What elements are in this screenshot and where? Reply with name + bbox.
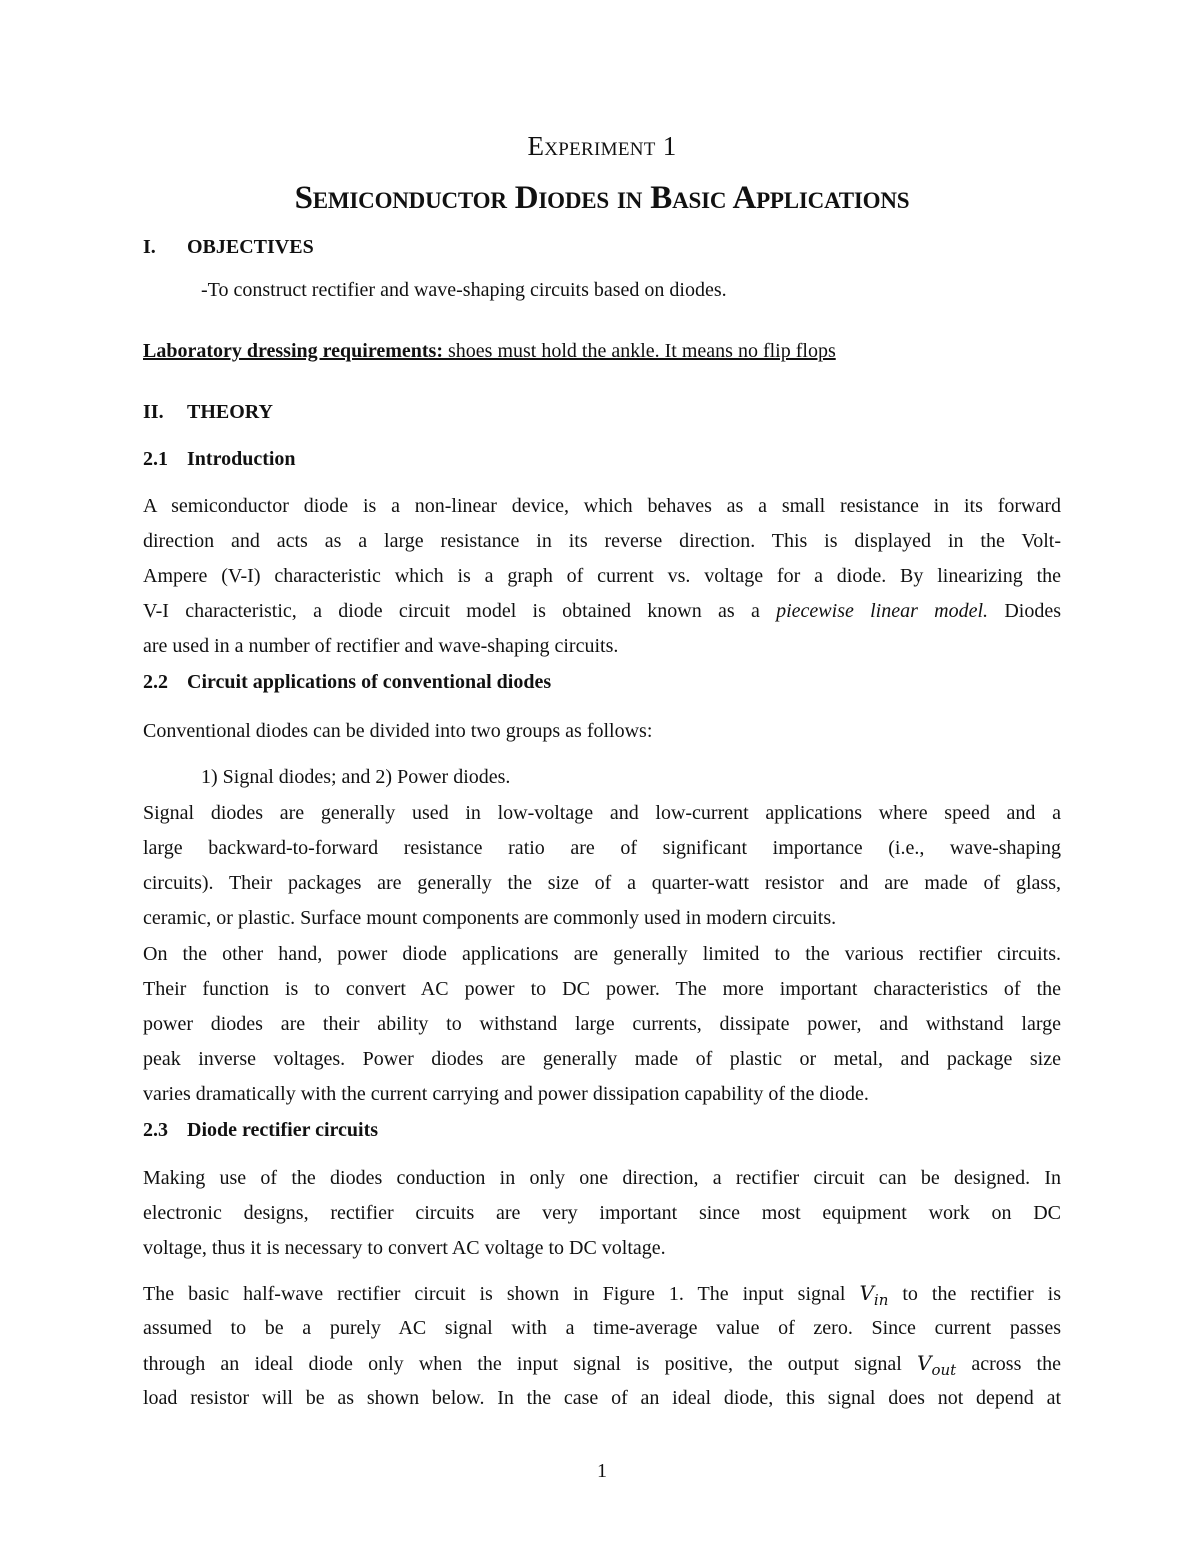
- text-line: Conventional diodes can be divided into two groups as follows:: [143, 720, 653, 742]
- introduction-paragraph: [143, 489, 1061, 664]
- text-line: direction and acts as a large resistance in its reverse direction. This is displayed in the Volt-: [143, 530, 1061, 552]
- power-diodes-paragraph: [143, 937, 1061, 1112]
- text-line: A semiconductor diode is a non-linear device, which behaves as a small resistance in its forward: [143, 495, 1061, 517]
- text-line: load resistor will be as shown below. In the case of an ideal diode, this signal does not depend at: [143, 1387, 1061, 1409]
- text-line: V-I characteristic, a diode circuit model is obtained known as a piecewise linear model. Diodes: [143, 600, 1061, 622]
- subsection-rectifier-heading: [143, 1119, 378, 1142]
- text-line: peak inverse voltages. Power diodes are generally made of plastic or metal, and package size: [143, 1048, 1061, 1070]
- diode-groups-list: 1) Signal diodes; and 2) Power diodes.: [201, 766, 511, 788]
- objective-text: -To construct rectifier and wave-shaping circuits based on diodes.: [201, 279, 727, 301]
- signal-diodes-paragraph: [143, 796, 1061, 936]
- text-line: power diodes are their ability to withstand large currents, dissipate power, and withstand large: [143, 1013, 1061, 1035]
- subsection-number: 2.3: [143, 1119, 168, 1141]
- text-line: electronic designs, rectifier circuits are very important since most equipment work on DC: [143, 1202, 1061, 1224]
- text-line: through an ideal diode only when the input signal is positive, the output signal $V_{out}$ across the: [143, 1351, 1061, 1379]
- dress-requirements-text: shoes must hold the ankle. It means no flip flops: [443, 340, 836, 362]
- vin-symbol: $V_{in}$: [859, 1281, 889, 1309]
- subsection-circuit-applications-heading: [143, 671, 551, 694]
- section-number: I.: [143, 236, 156, 258]
- italic-term: piecewise linear model.: [776, 600, 989, 622]
- text-line: On the other hand, power diode applications are generally limited to the various rectifier circuits.: [143, 943, 1061, 965]
- subsection-number: 2.2: [143, 671, 168, 693]
- experiment-label: Experiment 1: [527, 131, 677, 161]
- dress-requirements: [143, 340, 836, 363]
- subsection-title: Diode rectifier circuits: [187, 1119, 379, 1141]
- text-line: Signal diodes are generally used in low-voltage and low-current applications where speed and a: [143, 802, 1061, 824]
- text-line: The basic half-wave rectifier circuit is shown in Figure 1. The input signal $V_{in}$ to the rectifier is: [143, 1281, 1061, 1309]
- text-line: are used in a number of rectifier and wave-shaping circuits.: [143, 635, 619, 657]
- text-line: large backward-to-forward resistance ratio are of significant importance (i.e., wave-shaping: [143, 837, 1061, 859]
- subsection-introduction-heading: [143, 448, 296, 471]
- text-line: Their function is to convert AC power to DC power. The more important characteristics of the: [143, 978, 1061, 1000]
- section-title: THEORY: [187, 401, 273, 423]
- section-title: OBJECTIVES: [187, 236, 314, 258]
- page-number: 1: [597, 1460, 607, 1482]
- text-line: Ampere (V-I) characteristic which is a graph of current vs. voltage for a diode. By linearizing the: [143, 565, 1061, 587]
- text-line: Making use of the diodes conduction in only one direction, a rectifier circuit can be designed. In: [143, 1167, 1061, 1189]
- subsection-number: 2.1: [143, 448, 168, 470]
- document-title: Semiconductor Diodes in Basic Applications: [294, 180, 910, 216]
- conventional-diodes-intro: [143, 714, 1061, 749]
- text-line: voltage, thus it is necessary to convert AC voltage to DC voltage.: [143, 1237, 666, 1259]
- section-objectives-heading: [143, 236, 314, 259]
- subsection-title: Circuit applications of conventional diodes: [187, 671, 552, 693]
- subsection-title: Introduction: [187, 448, 296, 470]
- vout-symbol: $V_{out}$: [917, 1351, 957, 1379]
- text-line: circuits). Their packages are generally the size of a quarter-watt resistor and are made of glass,: [143, 872, 1061, 894]
- text-line: ceramic, or plastic. Surface mount components are commonly used in modern circuits.: [143, 907, 837, 929]
- text-line: varies dramatically with the current carrying and power dissipation capability of the diode.: [143, 1083, 869, 1105]
- text-line: assumed to be a purely AC signal with a time-average value of zero. Since current passes: [143, 1317, 1061, 1339]
- rectifier-paragraph-2: [143, 1276, 1061, 1416]
- rectifier-paragraph-1: [143, 1161, 1061, 1266]
- section-theory-heading: [143, 401, 273, 424]
- dress-requirements-label: Laboratory dressing requirements:: [143, 340, 443, 362]
- section-number: II.: [143, 401, 164, 423]
